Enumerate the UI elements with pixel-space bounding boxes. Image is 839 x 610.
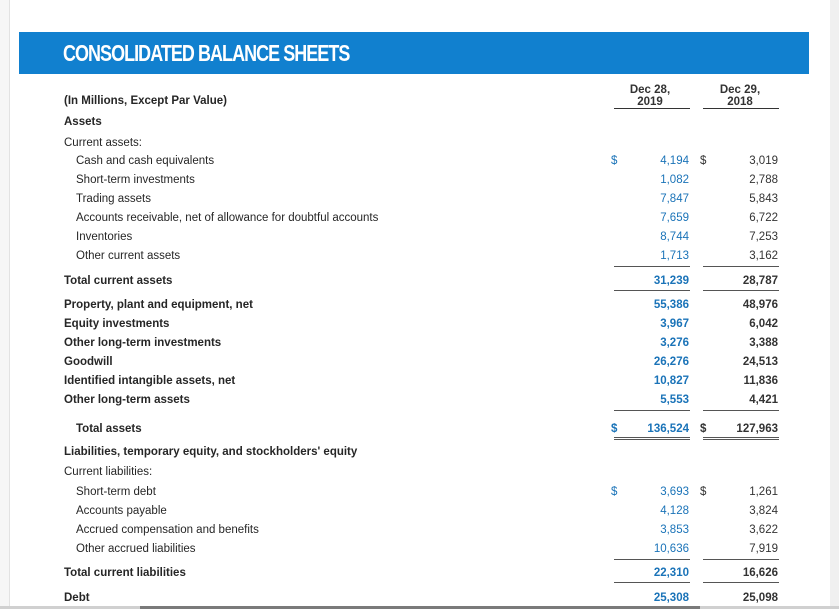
- value-2018: 3,824: [749, 505, 778, 517]
- value-2018: 6,042: [749, 318, 778, 330]
- value-2019: 3,967: [660, 318, 689, 330]
- table-row: [0, 465, 839, 484]
- units-label: (In Millions, Except Par Value): [64, 95, 227, 107]
- value-2019: 31,239: [653, 275, 689, 287]
- value-2018: 127,963: [736, 423, 778, 435]
- row-label: Assets: [64, 116, 102, 128]
- row-label: Inventories: [76, 231, 133, 243]
- value-2018: 1,261: [749, 486, 778, 498]
- subtotal-rule: [703, 266, 779, 267]
- currency-symbol: $: [700, 423, 707, 435]
- value-2019: 25,308: [653, 592, 689, 604]
- table-row: [0, 374, 839, 393]
- value-2018: 28,787: [742, 275, 778, 287]
- row-label: Other accrued liabilities: [76, 543, 196, 555]
- row-label: Short-term debt: [76, 486, 156, 498]
- value-2018: 7,919: [749, 543, 778, 555]
- table-row: [0, 523, 839, 542]
- table-row: [0, 115, 839, 134]
- table-row: [0, 173, 839, 192]
- table-row: [0, 230, 839, 249]
- column-header-2018-line2: 2018: [727, 96, 753, 108]
- title-banner: [19, 32, 809, 74]
- value-2019: 10,636: [653, 543, 689, 555]
- row-label: Property, plant and equipment, net: [64, 299, 253, 311]
- table-row: [0, 485, 839, 504]
- table-row: [0, 336, 839, 355]
- column-header-2018-line1: Dec 29,: [719, 84, 761, 96]
- value-2018: 7,253: [749, 231, 778, 243]
- row-label: Debt: [64, 592, 90, 604]
- value-2019: 5,553: [660, 394, 689, 406]
- subtotal-rule: [614, 266, 690, 267]
- row-label: Identified intangible assets, net: [64, 375, 236, 387]
- column-header-underline: [703, 108, 779, 109]
- row-label: Equity investments: [64, 318, 170, 330]
- table-row: [0, 445, 839, 464]
- value-2018: 25,098: [742, 592, 778, 604]
- row-label: Other long-term investments: [64, 337, 222, 349]
- row-label: Current assets:: [64, 137, 142, 149]
- total-rule: [703, 582, 779, 583]
- value-2018: 48,976: [742, 299, 778, 311]
- value-2018: 16,626: [742, 567, 778, 579]
- row-label: Current liabilities:: [64, 466, 153, 478]
- column-header-2019-line2: 2019: [637, 96, 663, 108]
- table-row: [0, 154, 839, 173]
- table-row: [0, 136, 839, 155]
- currency-symbol: $: [700, 486, 707, 498]
- table-row: [0, 355, 839, 374]
- total-rule: [614, 290, 690, 291]
- value-2019: 136,524: [647, 423, 689, 435]
- subtotal-rule: [614, 559, 690, 560]
- row-label: Accounts payable: [76, 505, 167, 517]
- value-2019: 7,847: [660, 193, 689, 205]
- column-header-2019-line1: Dec 28,: [629, 84, 671, 96]
- value-2019: 26,276: [653, 356, 689, 368]
- page-title: CONSOLIDATED BALANCE SHEETS: [63, 40, 350, 66]
- row-label: Total current liabilities: [64, 567, 186, 579]
- value-2018: 6,722: [749, 212, 778, 224]
- row-label: Accounts receivable, net of allowance for doubtful accounts: [76, 212, 379, 224]
- total-double-rule: [614, 437, 690, 438]
- value-2019: 4,194: [660, 155, 689, 167]
- value-2019: 4,128: [660, 505, 689, 517]
- row-label: Other current assets: [76, 250, 181, 262]
- value-2019: 3,693: [660, 486, 689, 498]
- value-2018: 3,622: [749, 524, 778, 536]
- table-row: [0, 298, 839, 317]
- value-2018: 4,421: [749, 394, 778, 406]
- row-label: Total assets: [76, 423, 142, 435]
- value-2018: 3,019: [749, 155, 778, 167]
- table-row: [0, 504, 839, 523]
- value-2019: 7,659: [660, 212, 689, 224]
- total-double-rule: [703, 439, 779, 440]
- value-2019: 1,082: [660, 174, 689, 186]
- row-label: Cash and cash equivalents: [76, 155, 215, 167]
- value-2019: 3,276: [660, 337, 689, 349]
- value-2018: 24,513: [742, 356, 778, 368]
- total-rule: [614, 582, 690, 583]
- total-double-rule: [703, 437, 779, 438]
- value-2018: 5,843: [749, 193, 778, 205]
- value-2019: 10,827: [653, 375, 689, 387]
- value-2019: 22,310: [653, 567, 689, 579]
- value-2018: 11,836: [743, 375, 778, 387]
- currency-symbol: $: [700, 155, 707, 167]
- table-row: [0, 211, 839, 230]
- value-2019: 1,713: [660, 250, 689, 262]
- column-header-2018: [700, 84, 780, 108]
- value-2018: 2,788: [749, 174, 778, 186]
- value-2019: 55,386: [653, 299, 689, 311]
- value-2019: 3,853: [660, 524, 689, 536]
- column-header-underline: [614, 108, 690, 109]
- row-label: Trading assets: [76, 193, 151, 205]
- subtotal-rule: [614, 410, 690, 411]
- subtotal-rule: [703, 410, 779, 411]
- subtotal-rule: [703, 559, 779, 560]
- currency-symbol: $: [611, 423, 618, 435]
- currency-symbol: $: [611, 486, 618, 498]
- row-label: Liabilities, temporary equity, and stockholders' equity: [64, 446, 358, 458]
- value-2018: 3,162: [749, 250, 778, 262]
- table-row: [0, 317, 839, 336]
- value-2018: 3,388: [749, 337, 778, 349]
- currency-symbol: $: [611, 155, 618, 167]
- total-double-rule: [614, 439, 690, 440]
- row-label: Total current assets: [64, 275, 173, 287]
- row-label: Short-term investments: [76, 174, 195, 186]
- row-label: Accrued compensation and benefits: [76, 524, 259, 536]
- value-2019: 8,744: [660, 231, 689, 243]
- row-label: Goodwill: [64, 356, 113, 368]
- table-row: [0, 192, 839, 211]
- column-header-2019: [610, 84, 690, 108]
- total-rule: [703, 290, 779, 291]
- row-label: Other long-term assets: [64, 394, 190, 406]
